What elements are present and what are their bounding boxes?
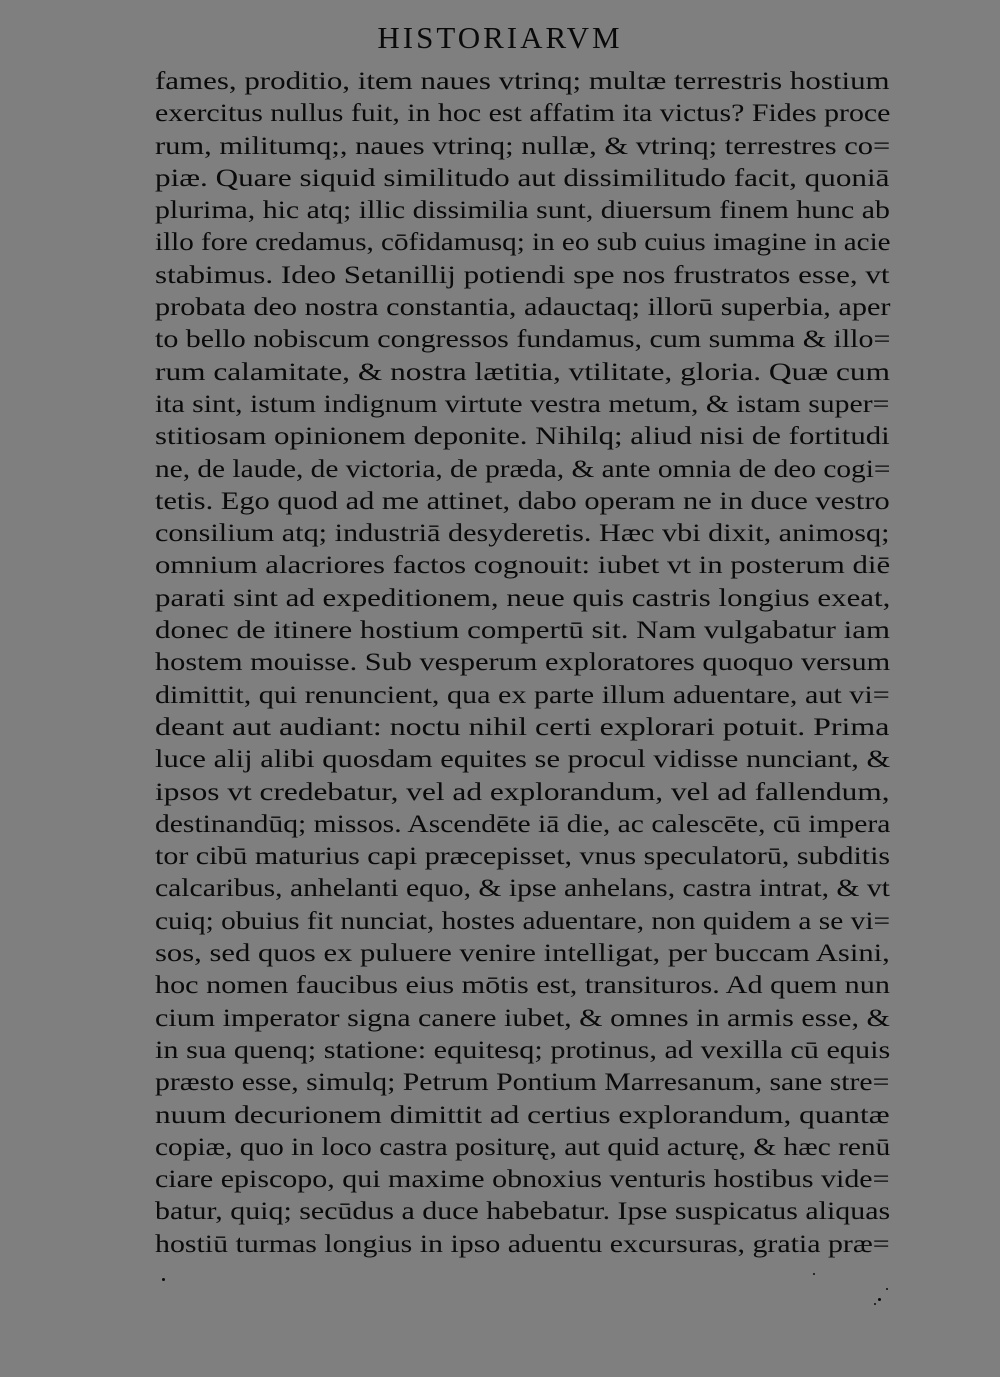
text-line: ne, de laude, de victoria, de præda, & ante omnia de deo cogi= (155, 455, 891, 483)
text-line: destinandūq; missos. Ascendēte iā die, ac calescēte, cū impera (155, 810, 891, 838)
text-line: in sua quenq; statione: equitesq; protinus, ad vexilla cū equis (155, 1036, 891, 1064)
text-line: hoc nomen faucibus eius mōtis est, transituros. Ad quem nun (155, 972, 890, 1000)
ink-speck (162, 1278, 165, 1281)
text-line: rum, militumq;, naues vtrinq; nullæ, & vtrinq; terrestres co= (155, 132, 891, 160)
text-line: luce alij alibi quosdam equites se procul vidisse nunciant, & (155, 746, 891, 774)
text-line: ipsos vt credebatur, vel ad explorandum, vel ad fallendum, (155, 778, 890, 806)
text-line: illo fore credamus, cōfidamusq; in eo sub cuius imagine in acie (155, 229, 891, 257)
body-text (155, 66, 895, 1261)
ink-speck (878, 1298, 881, 1301)
text-line: parati sint ad expeditionem, neue quis castris longius exeat, (155, 584, 891, 612)
text-line: copiæ, quo in loco castra positurę, aut quid acturę, & hæc renū (155, 1133, 891, 1161)
running-head: HISTORIARVM (377, 20, 623, 55)
text-line: calcaribus, anhelanti equo, & ipse anhelans, castra intrat, & vt (155, 875, 890, 903)
text-line: batur, quiq; secūdus a duce habebatur. Ipse suspicatus aliquas (155, 1198, 891, 1226)
text-line: donec de itinere hostium compertū sit. Nam vulgabatur iam (155, 617, 890, 645)
text-line: omnium alacriores factos cognouit: iubet vt in posterum diē (155, 552, 891, 580)
text-line: deant aut audiant: noctu nihil certi explorari potuit. Prima (155, 713, 890, 741)
text-line: rum calamitate, & nostra lætitia, vtilitate, gloria. Quæ cum (155, 358, 891, 386)
text-line: dimittit, qui renuncient, qua ex parte illum aduentare, aut vi= (155, 681, 890, 709)
ink-speck (813, 1273, 815, 1275)
text-line: hostiū turmas longius in ipso aduentu excursuras, gratia præ= (155, 1230, 890, 1258)
text-line: tetis. Ego quod ad me attinet, dabo operam ne in duce vestro (155, 487, 890, 515)
ink-speck (886, 1288, 888, 1290)
text-line: exercitus nullus fuit, in hoc est affatim ita victus? Fides proce (155, 100, 891, 128)
text-line: hostem mouisse. Sub vesperum exploratores quoquo versum (155, 649, 891, 677)
text-line: tor cibū maturius capi præcepisset, vnus speculatorū, subditis (155, 843, 891, 871)
text-line: præsto esse, simulq; Petrum Pontium Marresanum, sane stre= (155, 1069, 890, 1097)
text-line: consilium atq; industriā desyderetis. Hæc vbi dixit, animosq; (155, 520, 890, 548)
text-line: piæ. Quare siquid similitudo aut dissimilitudo facit, quoniā (155, 164, 890, 192)
text-line: cuiq; obuius fit nunciat, hostes aduentare, non quidem a se vi= (155, 907, 891, 935)
text-line: sos, sed quos ex puluere venire intelligat, per buccam Asini, (155, 940, 890, 968)
text-line: to bello nobiscum congressos fundamus, cum summa & illo= (155, 326, 891, 354)
text-line: stitiosam opinionem deponite. Nihilq; aliud nisi de fortitudi (155, 423, 890, 451)
text-line: cium imperator signa canere iubet, & omnes in armis esse, & (155, 1004, 890, 1032)
text-line: probata deo nostra constantia, adauctaq; illorū superbia, aper (155, 294, 891, 322)
text-line: plurima, hic atq; illic dissimilia sunt, diuersum finem hunc ab (155, 197, 890, 225)
text-line: nuum decurionem dimittit ad certius explorandum, quantæ (155, 1101, 890, 1129)
text-line: fames, proditio, item naues vtrinq; multæ terrestris hostium (155, 68, 890, 95)
text-line: ciare episcopo, qui maxime obnoxius venturis hostibus vide= (155, 1166, 890, 1194)
text-line: stabimus. Ideo Setanillij potiendi spe nos frustratos esse, vt (155, 261, 890, 289)
ink-speck (874, 1303, 876, 1305)
text-line: ita sint, istum indignum virtute vestra metum, & istam super= (155, 390, 890, 418)
